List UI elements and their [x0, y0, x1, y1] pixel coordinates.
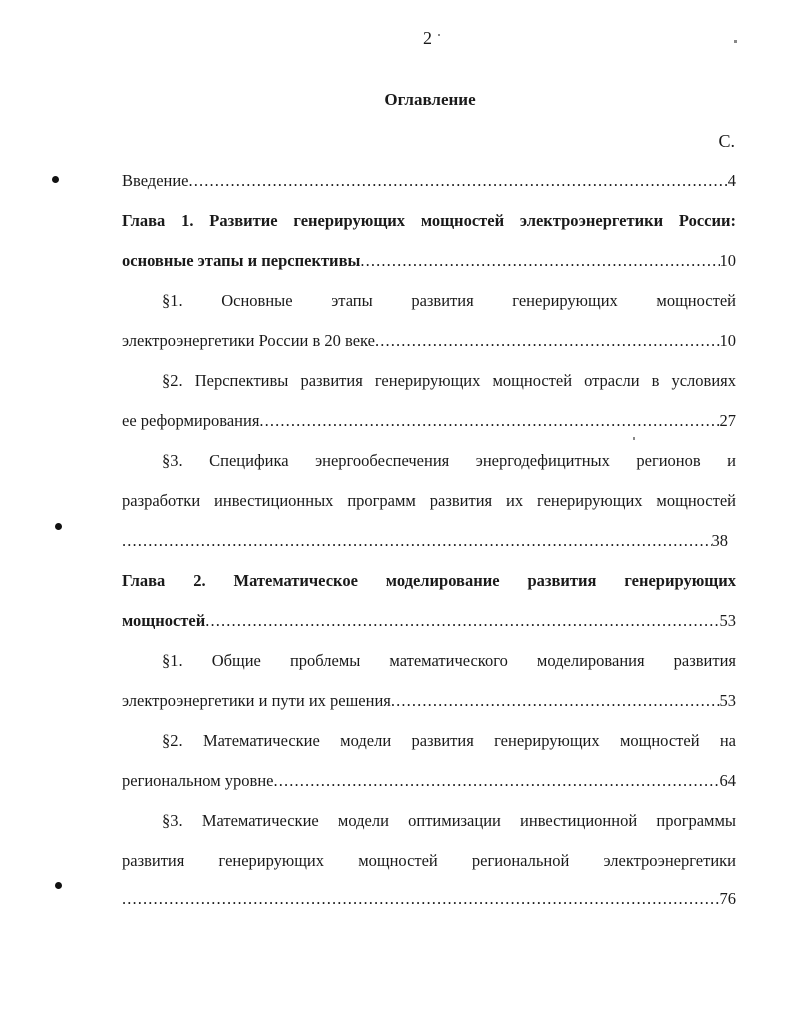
toc-entry-intro[interactable]	[122, 171, 736, 191]
toc-chapter-2[interactable]	[122, 611, 736, 631]
toc-entry-title: ее реформирования	[122, 411, 260, 430]
toc-chapter-2-line1[interactable]: Глава 2. Математическое моделирование развития генерирующих	[122, 571, 736, 590]
leader-dots	[122, 889, 720, 909]
leader-dots	[391, 691, 720, 711]
toc-entry-title: Введение	[122, 171, 189, 190]
page-number: 2	[423, 28, 432, 48]
leader-dots	[205, 611, 719, 631]
leader-dots	[189, 171, 728, 191]
page-column-label: С.	[718, 131, 735, 151]
toc-section-1-1[interactable]	[122, 331, 736, 351]
scan-speck	[633, 437, 635, 440]
toc-entry-page: 53	[719, 691, 736, 710]
toc-entry-page: 4	[727, 171, 736, 190]
toc-section-1-2-line1[interactable]: §2. Перспективы развития генерирующих мощностей отрасли в условиях	[162, 371, 736, 390]
toc-entry-page: 64	[719, 771, 736, 790]
toc-section-2-3-line1[interactable]: §3. Математические модели оптимизации инвестиционной программы	[162, 811, 736, 830]
toc-entry-page: 76	[719, 889, 736, 908]
toc-section-1-3[interactable]	[122, 531, 728, 551]
toc-entry-title: электроэнергетики России в 20 веке	[122, 331, 375, 350]
toc-entry-page: 27	[719, 411, 736, 430]
toc-section-2-3[interactable]	[122, 889, 736, 909]
leader-dots	[360, 251, 719, 271]
toc-section-2-2-line1[interactable]: §2. Математические модели развития генерирующих мощностей на	[162, 731, 736, 750]
toc-section-1-1-line1[interactable]: §1. Основные этапы развития генерирующих мощностей	[162, 291, 736, 310]
toc-section-2-3-line2[interactable]: развития генерирующих мощностей региональной электроэнергетики	[122, 851, 736, 870]
leader-dots	[259, 411, 719, 431]
toc-chapter-1[interactable]	[122, 251, 736, 271]
punch-hole-dot	[55, 523, 62, 530]
toc-entry-title: региональном уровне	[122, 771, 274, 790]
leader-dots	[274, 771, 720, 791]
scan-speck	[438, 34, 440, 36]
toc-section-1-3-line2[interactable]: разработки инвестиционных программ развития их генерирующих мощностей	[122, 491, 736, 510]
leader-dots	[375, 331, 720, 351]
toc-entry-page: 10	[719, 331, 736, 350]
toc-section-1-2[interactable]	[122, 411, 736, 431]
punch-hole-dot	[55, 882, 62, 889]
toc-section-1-3-line1[interactable]: §3. Специфика энергообеспечения энергодефицитных регионов и	[162, 451, 736, 470]
toc-section-2-2[interactable]	[122, 771, 736, 791]
toc-entry-title: электроэнергетики и пути их решения	[122, 691, 391, 710]
toc-entry-page: 38	[711, 531, 728, 550]
toc-entry-title: мощностей	[122, 611, 206, 630]
toc-entry-page: 53	[719, 611, 736, 630]
toc-section-2-1[interactable]	[122, 691, 736, 711]
leader-dots	[122, 531, 712, 551]
toc-entry-title: основные этапы и перспективы	[122, 251, 361, 270]
punch-hole-dot	[52, 176, 59, 183]
page-title: Оглавление	[384, 90, 476, 109]
toc-entry-page: 10	[719, 251, 736, 270]
scan-speck	[734, 40, 737, 43]
toc-chapter-1-line1[interactable]: Глава 1. Развитие генерирующих мощностей электроэнергетики России:	[122, 211, 736, 230]
toc-section-2-1-line1[interactable]: §1. Общие проблемы математического моделирования развития	[162, 651, 736, 670]
